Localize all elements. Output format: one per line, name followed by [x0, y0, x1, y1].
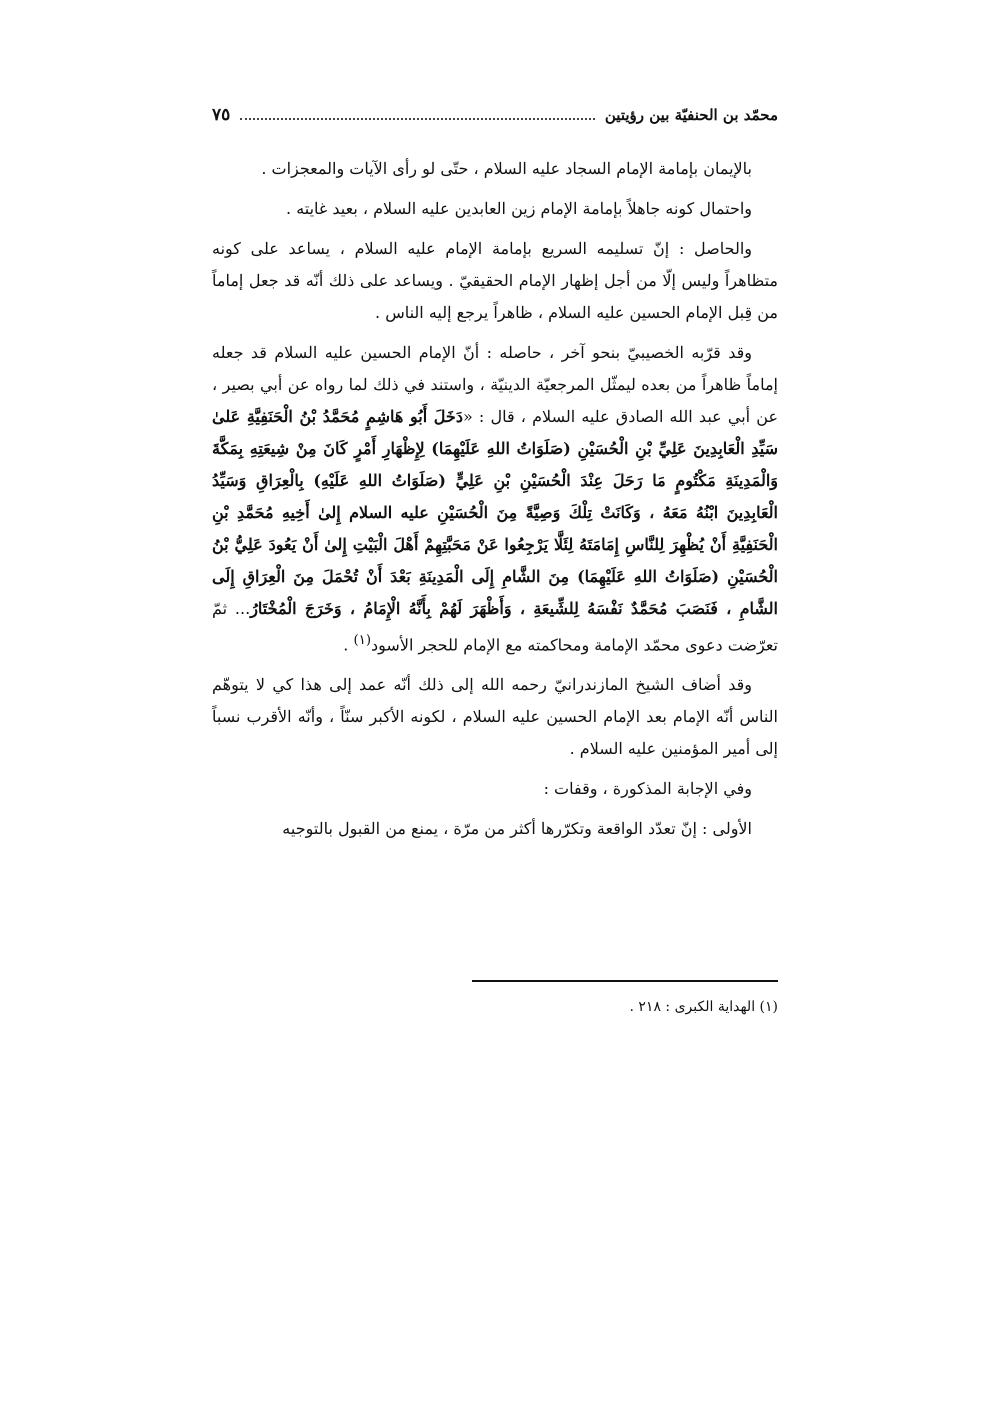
paragraph-4-outro: ... ثمّ تعرّضت دعوى محمّد الإمامة ومحاكمته مع الإمام للحجر الأسود	[212, 599, 778, 655]
footnote: (١) الهداية الكبرى : ٢١٨ .	[629, 999, 778, 1015]
hadith-quote: دَخَلَ أَبُو هَاشِمٍ مُحَمَّدُ بْنُ الْحَنَفِيَّةِ عَلىٰ سَيِّدِ الْعَابِدِينَ عَلِيِّ بْنِ الْحُسَيْنِ (صَلَوَاتُ اللهِ عَلَيْهِمَا) لِإِظْهَارِ أَمْرٍ كَانَ مِنْ شِيعَتِهِ بِمَكَّةَ وَالْمَدِينَةِ مَكْتُومٍ مَا رَحَلَ عِنْدَ الْحُسَيْنِ بْنِ عَلِيٍّ (صَلَوَاتُ اللهِ عَلَيْهِ) بِالْعِرَاقِ وَسَيِّدُ الْعَابِدِينَ ابْنُهُ مَعَهُ ، وَكَانَتْ تِلْكَ وَصِيَّةً مِنَ الْحُسَيْنِ عليه السلام إِلىٰ أَخِيهِ مُحَمَّدِ بْنِ الْحَنَفِيَّةِ أَنْ يُظْهِرَ لِلنَّاسِ إِمَامَتَهُ لِئَلَّا يَرْجِعُوا عَنْ مَحَبَّتِهِمْ أَهْلَ الْبَيْتِ إِلىٰ أَنْ يَعُودَ عَلِيُّ بْنُ الْحُسَيْنِ (صَلَوَاتُ اللهِ عَلَيْهِمَا) مِنَ الشَّامِ إِلَى الْمَدِينَةِ بَعْدَ أَنْ تُحْمَلَ مِنَ الْعِرَاقِ إِلَى الشَّامِ ، فَنَصَبَ مُحَمَّدٌ نَفْسَهُ لِلشِّيعَةِ ، وَأَظْهَرَ لَهُمْ بِأَنَّهُ الْإِمَامُ ، وَخَرَجَ الْمُخْتَارُ	[212, 407, 778, 618]
paragraph-5: وقد أضاف الشيخ المازندرانيّ رحمه الله إلى ذلك أنّه عمد إلى هذا كي لا يتوهّم الناس أنّه الإمام بعد الإمام الحسين عليه السلام ، لكونه الأكبر سنّاً ، وأنّه الأقرب نسباً إلى أمير المؤمنين عليه السلام .	[212, 675, 778, 759]
footnote-reference[interactable]: (١)	[353, 633, 372, 648]
body-text	[212, 153, 778, 853]
paragraph-4-end: .	[343, 635, 354, 655]
page-header	[212, 100, 778, 130]
paragraph-2: واحتمال كونه جاهلاً بإمامة الإمام زين العابدين عليه السلام ، بعيد غايته .	[286, 199, 752, 218]
footnote-divider	[472, 980, 778, 982]
paragraph-7: الأولى : إنّ تعدّد الواقعة وتكرّرها أكثر من مرّة ، يمنع من القبول بالتوجيه	[282, 819, 752, 839]
paragraph-6: وفي الإجابة المذكورة ، وقفات :	[543, 779, 752, 799]
paragraph-4-intro: وقد قرّبه الخصيبيّ بنحو آخر ، حاصله : أنّ الإمام الحسين عليه السلام قد جعله إماماً ظاهراً من بعده ليمثّل المرجعيّة الدينيّة ، واستند في ذلك لما رواه عن أبي بصير ، عن أبي عبد الله الصادق عليه السلام ، قال : «	[212, 343, 779, 426]
running-title: محمّد بن الحنفيّة بين رؤيتين	[604, 106, 778, 124]
page-number: ٧٥	[212, 105, 231, 125]
paragraph-4	[212, 337, 778, 661]
paragraph-1: بالإيمان بإمامة الإمام السجاد عليه السلام ، حتّى لو رأى الآيات والمعجزات .	[261, 159, 752, 178]
header-dot-leader	[240, 118, 595, 120]
paragraph-3: والحاصل : إنّ تسليمه السريع بإمامة الإمام عليه السلام ، يساعد على كونه متظاهراً وليس إلّا من أجل إظهار الإمام الحقيقيّ . ويساعد على ذلك أنّه قد جعل إماماً من قِبل الإمام الحسين عليه السلام ، ظاهراً يرجع إليه الناس .	[212, 239, 778, 322]
